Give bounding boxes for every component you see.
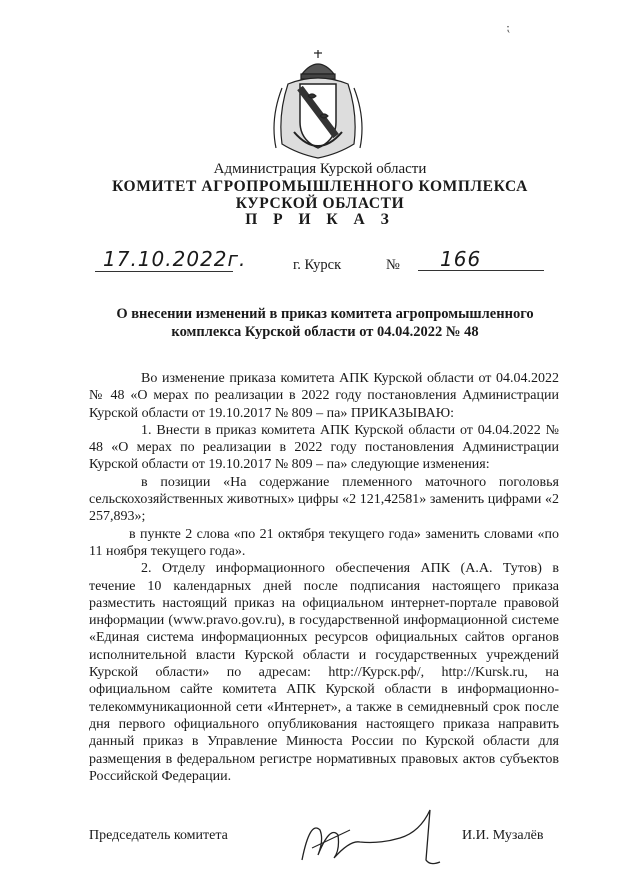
order-number: 166 (418, 247, 544, 271)
order-subject: О внесении изменений в приказ комитета агропромышленного комплекса Курской области от 04.04.2022 № 48 (116, 306, 534, 340)
order-date: 17.10.2022г. (95, 247, 233, 272)
number-label: № (386, 257, 400, 273)
signatory-name: И.И. Музалёв (462, 828, 544, 843)
item-1-b: в пункте 2 слова «по 21 октября текущего года» заменить словами «по 11 ноября текущего года». (89, 526, 559, 559)
item-1-a: в позиции «На содержание племенного маточного поголовья сельскохозяйственных животных» цифры «2 121,42581» заменить цифрами «2 257,893»; (89, 474, 559, 525)
document-type: П Р И К А З (245, 211, 395, 228)
item-1: 1. Внести в приказ комитета АПК Курской области от 04.04.2022 № 48 «О мерах по реализации в 2022 году постановления Администрации Курской области от 19.10.2017 № 809 – па» следующие изменения: (89, 422, 559, 473)
coat-of-arms-emblem (268, 44, 368, 162)
item-2: 2. Отделу информационного обеспечения АПК (А.А. Тутов) в течение 10 календарных дней после подписания настоящего приказа разместить настоящий приказ на официальном интернет-портале правовой информации (www.pravo.gov.ru), в государственной информационной системе «Единая система информационных ресурсов официальных сайтов органов исполнительной власти Курской области и государственных учреждений Курской области» по адресам: http://Курск.рф/, http://Kursk.ru, на официальном сайте комитета АПК Курской области в информационно-телекоммуникационной сети «Интернет», а также в семидневный срок после дня первого официального опубликования настоящего приказа направить данный приказ в Управление Минюста России по Курской области для размещения в федеральном регистре нормативных правовых актов субъектов Российской Федерации. (89, 561, 559, 784)
signatory-title: Председатель комитета (89, 828, 228, 843)
region-name: КУРСКОЙ ОБЛАСТИ (235, 195, 405, 212)
handwritten-signature (290, 800, 450, 875)
committee-name: КОМИТЕТ АГРОПРОМЫШЛЕННОГО КОМПЛЕКСА (112, 178, 528, 195)
intro-paragraph: Во изменение приказа комитета АПК Курской области от 04.04.2022 № 48 «О мерах по реализации в 2022 году постановления Администрации Курской области от 19.10.2017 № 809 – па» ПРИКАЗЫВАЮ: (89, 371, 559, 421)
administration-name: Администрация Курской области (213, 161, 427, 177)
order-body (89, 370, 559, 785)
margin-mark: ⁏ (506, 20, 511, 34)
city: г. Курск (293, 257, 342, 273)
